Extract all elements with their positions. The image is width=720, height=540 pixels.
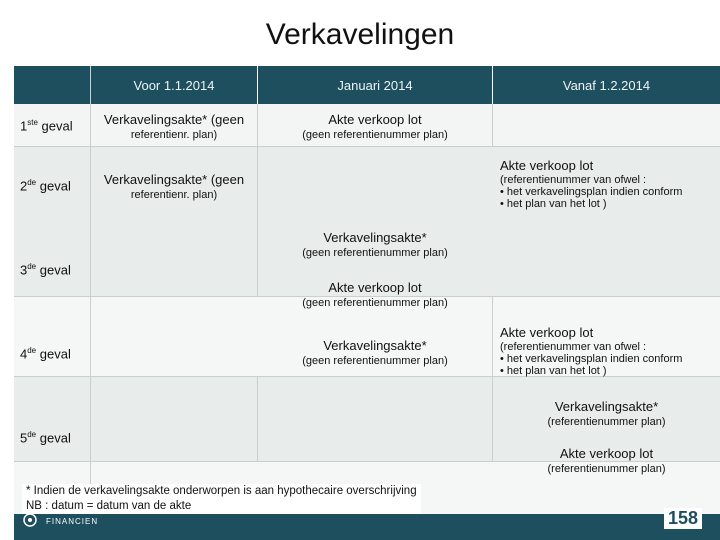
cell-r2-c1: Verkavelingsakte* (geen referentienr. plan) <box>103 172 245 201</box>
slide-title: Verkavelingen <box>265 18 455 51</box>
cell-r5-b: Akte verkoop lot (referentienummer plan) <box>547 446 666 475</box>
cell-r3-a: Verkavelingsakte* (geen referentienummer plan) <box>302 230 448 259</box>
cell-r1-c1: Verkavelingsakte* (geen referentienr. plan) <box>103 112 245 141</box>
footnote: * Indien de verkavelingsakte onderworpen is aan hypothecaire overschrijving NB : datum = datum van de akte <box>22 484 421 514</box>
header-col2: Januari 2014 <box>258 66 492 104</box>
row-label-2: 2de geval <box>20 178 71 194</box>
cell-r3-b: Akte verkoop lot (geen referentienummer plan) <box>302 280 448 309</box>
crest-icon <box>22 512 38 528</box>
corner-mark: 158 <box>664 508 702 529</box>
cell-r4-c2: Verkavelingsakte* (geen referentienummer plan) <box>302 338 448 367</box>
row-label-1: 1ste geval <box>20 118 73 134</box>
cell-r4-c3: Akte verkoop lot (referentienummer van ofwel : • het verkavelingsplan indien conform • het plan van het lot ) <box>500 325 683 377</box>
cell-r5-a: Verkavelingsakte* (referentienummer plan) <box>547 399 666 428</box>
cell-r2-c3: Akte verkoop lot (referentienummer van ofwel : • het verkavelingsplan indien conform • het plan van het lot ) <box>500 158 683 210</box>
header-col1: Voor 1.1.2014 <box>91 66 257 104</box>
header-col3: Vanaf 1.2.2014 <box>493 66 720 104</box>
row-label-5: 5de geval <box>20 430 71 446</box>
row-label-4: 4de geval <box>20 346 71 362</box>
footer-bar <box>14 514 720 540</box>
header-empty-cell <box>14 66 90 104</box>
row-label-3: 3de geval <box>20 262 71 278</box>
logo-text: FINANCIEN <box>46 517 99 526</box>
cell-r1-c2: Akte verkoop lot (geen referentienummer plan) <box>302 112 448 141</box>
